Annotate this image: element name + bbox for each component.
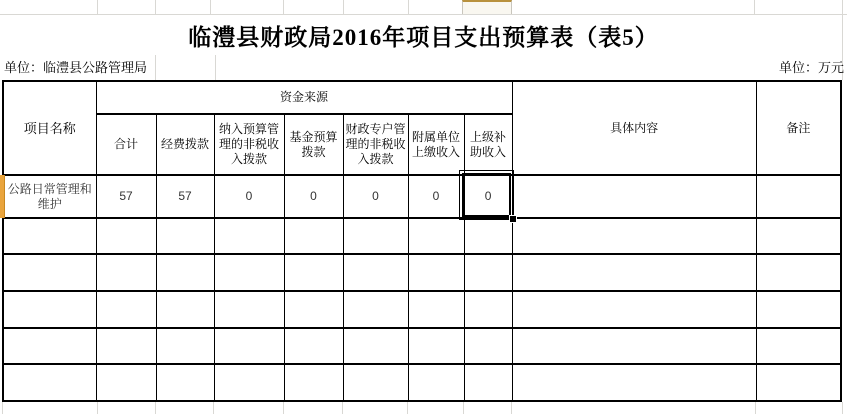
cell-content[interactable]: [512, 175, 756, 218]
cell-fiscal-account-nontax[interactable]: [343, 254, 408, 291]
cell-remark[interactable]: [756, 291, 841, 328]
gridline: [755, 402, 756, 414]
budget-table: [2, 80, 842, 402]
cell-project-name[interactable]: [3, 218, 96, 254]
gridline: [97, 402, 98, 414]
selected-row-indicator: [0, 175, 5, 218]
cell-selection-inner-border: [462, 173, 511, 217]
column-header-project-name[interactable]: 项目名称: [3, 81, 96, 175]
gridline: [283, 0, 284, 14]
cell-project-name[interactable]: [3, 291, 96, 328]
cell-project-name[interactable]: [3, 364, 96, 401]
cell-budget-nontax-income[interactable]: [214, 328, 284, 364]
cell-content[interactable]: [512, 364, 756, 401]
cell-fund-budget[interactable]: [284, 291, 343, 328]
cell-total[interactable]: 57: [96, 175, 156, 218]
cell-total[interactable]: [96, 291, 156, 328]
cell-content[interactable]: [512, 291, 756, 328]
cell-budget-nontax-income[interactable]: 0: [214, 175, 284, 218]
cell-project-name[interactable]: [3, 328, 96, 364]
column-header-remark[interactable]: 备注: [756, 81, 841, 175]
gridline: [2, 402, 3, 414]
cell-affiliated-unit-income[interactable]: [408, 254, 464, 291]
cell-superior-subsidy[interactable]: [464, 291, 512, 328]
cell-content[interactable]: [512, 328, 756, 364]
column-header-content[interactable]: 具体内容: [512, 81, 756, 175]
gridline: [343, 0, 344, 14]
cell-funding-appropriation[interactable]: [156, 291, 214, 328]
cell-funding-appropriation[interactable]: [156, 328, 214, 364]
cell-fund-budget[interactable]: [284, 328, 343, 364]
cell-remark[interactable]: [756, 218, 841, 254]
column-header-affiliated-unit-income[interactable]: 附属单位上缴收入: [408, 114, 464, 175]
cell-selection-border[interactable]: [459, 170, 514, 220]
cell-fiscal-account-nontax[interactable]: [343, 218, 408, 254]
cell-content[interactable]: [512, 254, 756, 291]
cell-fiscal-account-nontax[interactable]: [343, 364, 408, 401]
column-header-superior-subsidy[interactable]: 上级补助收入: [464, 114, 512, 175]
gridline: [511, 402, 512, 414]
cell-remark[interactable]: [756, 175, 841, 218]
cell-project-name[interactable]: [3, 254, 96, 291]
cell-fiscal-account-nontax[interactable]: [343, 291, 408, 328]
cell-total[interactable]: [96, 218, 156, 254]
cell-content[interactable]: [512, 218, 756, 254]
table-row: [3, 175, 841, 218]
cell-fund-budget[interactable]: 0: [284, 175, 343, 218]
table-row: [3, 218, 841, 254]
cell-superior-subsidy[interactable]: [464, 328, 512, 364]
cell-remark[interactable]: [756, 254, 841, 291]
gridline: [210, 0, 211, 14]
gridline: [408, 0, 409, 14]
table-row: [3, 254, 841, 291]
gridline: [215, 55, 216, 80]
gridline: [842, 402, 843, 414]
gridline: [283, 402, 284, 414]
cell-affiliated-unit-income[interactable]: [408, 364, 464, 401]
cell-affiliated-unit-income[interactable]: 0: [408, 175, 464, 218]
page-title[interactable]: 临澧县财政局2016年项目支出预算表（表5）: [188, 24, 659, 50]
table-row: [3, 328, 841, 364]
selected-column-highlight: [462, 0, 512, 14]
cell-affiliated-unit-income[interactable]: [408, 291, 464, 328]
fill-handle[interactable]: [509, 215, 517, 223]
cell-total[interactable]: [96, 328, 156, 364]
cell-total[interactable]: [96, 254, 156, 291]
cell-budget-nontax-income[interactable]: [214, 254, 284, 291]
cell-funding-appropriation[interactable]: [156, 364, 214, 401]
cell-affiliated-unit-income[interactable]: [408, 218, 464, 254]
gridline: [754, 0, 755, 14]
cell-superior-subsidy[interactable]: [464, 218, 512, 254]
gridline: [155, 402, 156, 414]
cell-funding-appropriation[interactable]: 57: [156, 175, 214, 218]
cell-budget-nontax-income[interactable]: [214, 291, 284, 328]
cell-funding-appropriation[interactable]: [156, 254, 214, 291]
cell-remark[interactable]: [756, 328, 841, 364]
gridline: [97, 0, 98, 14]
cell-fund-budget[interactable]: [284, 364, 343, 401]
gridline: [213, 402, 214, 414]
cell-budget-nontax-income[interactable]: [214, 364, 284, 401]
column-header-funding-appropriation[interactable]: 经费拨款: [156, 114, 214, 175]
cell-budget-nontax-income[interactable]: [214, 218, 284, 254]
unit-currency-cell[interactable]: 单位：万元: [778, 60, 844, 75]
cell-funding-appropriation[interactable]: [156, 218, 214, 254]
column-header-fund-budget[interactable]: 基金预算拨款: [284, 114, 343, 175]
table-row: [3, 364, 841, 401]
cell-fund-budget[interactable]: [284, 254, 343, 291]
column-header-fiscal-account-nontax[interactable]: 财政专户管理的非税收入拨款: [343, 114, 408, 175]
column-header-budget-nontax-income[interactable]: 纳入预算管理的非税收入拨款: [214, 114, 284, 175]
gridline: [155, 0, 156, 14]
column-header-funding-source[interactable]: 资金来源: [96, 81, 512, 114]
column-header-total[interactable]: 合计: [96, 114, 156, 175]
unit-name-cell[interactable]: 单位：临澧县公路管理局: [4, 60, 148, 75]
cell-total[interactable]: [96, 364, 156, 401]
cell-superior-subsidy[interactable]: [464, 254, 512, 291]
gridline: [407, 402, 408, 414]
gridline: [342, 402, 343, 414]
cell-affiliated-unit-income[interactable]: [408, 328, 464, 364]
table-row: [3, 291, 841, 328]
cell-fiscal-account-nontax[interactable]: 0: [343, 175, 408, 218]
gridline: [155, 55, 156, 80]
cell-project-name[interactable]: 公路日常管理和维护: [3, 175, 96, 218]
gridline: [463, 402, 464, 414]
cell-fund-budget[interactable]: [284, 218, 343, 254]
cell-remark[interactable]: [756, 364, 841, 401]
cell-superior-subsidy[interactable]: [464, 364, 512, 401]
cell-fiscal-account-nontax[interactable]: [343, 328, 408, 364]
cell-superior-subsidy-selected[interactable]: 0: [464, 175, 512, 218]
